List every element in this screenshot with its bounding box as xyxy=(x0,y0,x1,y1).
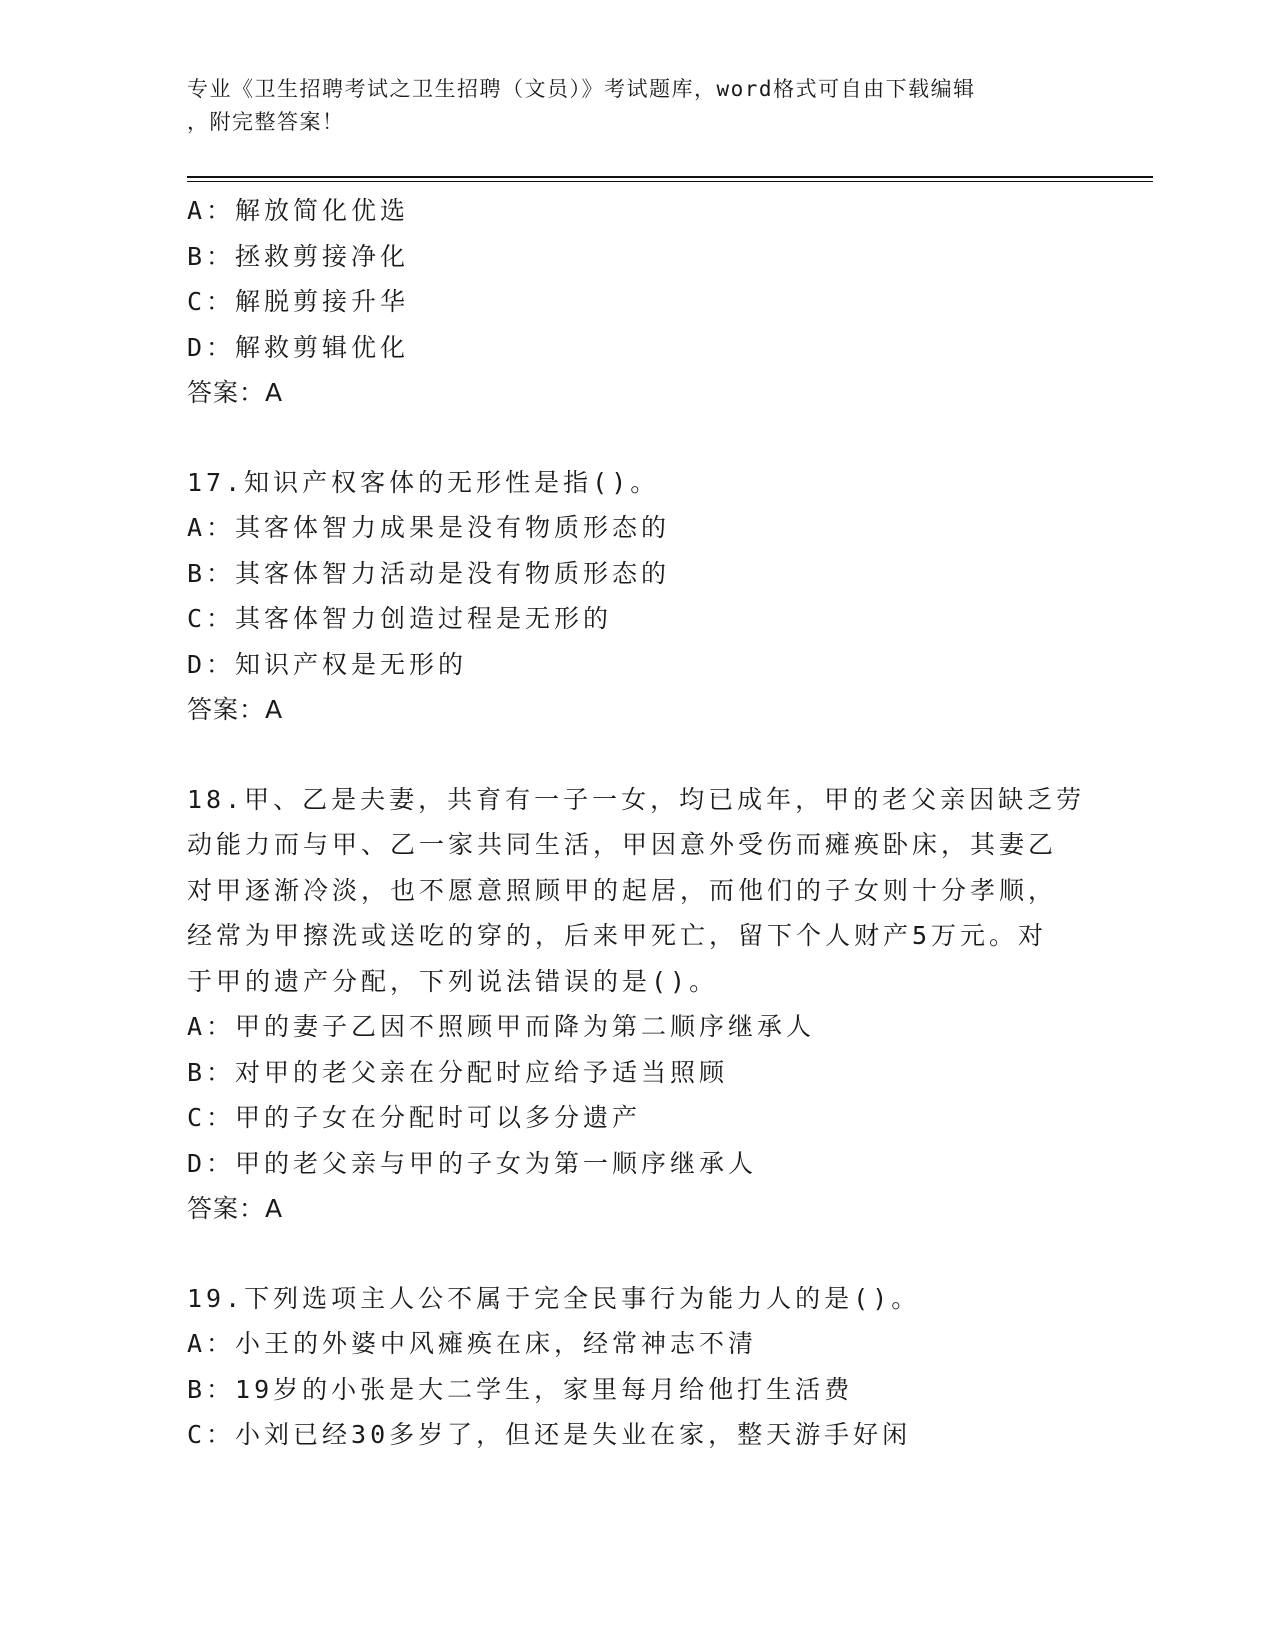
option-d: D：甲的老父亲与甲的子女为第一顺序继承人 xyxy=(187,1148,758,1178)
option-b: B：拯救剪接净化 xyxy=(187,241,410,271)
question-text: 17.知识产权客体的无形性是指()。 xyxy=(187,467,660,497)
spacer xyxy=(187,416,1087,460)
question-text-line: 经常为甲擦洗或送吃的穿的，后来甲死亡，留下个人财产5万元。对 xyxy=(187,921,1048,950)
header-line-1: 专业《卫生招聘考试之卫生招聘（文员）》考试题库，word格式可自由下载编辑 xyxy=(187,77,976,101)
option-d: D：知识产权是无形的 xyxy=(187,649,468,679)
option-c: C：解脱剪接升华 xyxy=(187,287,410,316)
option-a: A：小王的外婆中风瘫痪在床，经常神志不清 xyxy=(187,1329,758,1358)
option-c: C：小刘已经30多岁了，但还是失业在家，整天游手好闲 xyxy=(187,1420,912,1449)
option-c: C：其客体智力创造过程是无形的 xyxy=(187,604,613,633)
question-text: 19.下列选项主人公不属于完全民事行为能力人的是()。 xyxy=(187,1283,921,1313)
option-d: D：解救剪辑优化 xyxy=(187,332,410,362)
question-list xyxy=(187,188,1087,1458)
header-divider-thin xyxy=(187,181,1153,182)
question-16 xyxy=(187,188,1087,416)
option-a: A：甲的妻子乙因不照顾甲而降为第二顺序继承人 xyxy=(187,1012,816,1041)
question-text-line: 动能力而与甲、乙一家共同生活，甲因意外受伤而瘫痪卧床，其妻乙 xyxy=(187,830,1058,859)
option-b: B：对甲的老父亲在分配时应给予适当照顾 xyxy=(187,1057,729,1087)
header-divider-thick xyxy=(187,176,1153,178)
option-a: A：解放简化优选 xyxy=(187,196,410,225)
answer: 答案：A xyxy=(187,1194,284,1223)
question-text-line: 对甲逐渐冷淡，也不愿意照顾甲的起居，而他们的子女则十分孝顺， xyxy=(187,875,1058,905)
option-b: B：19岁的小张是大二学生，家里每月给他打生活费 xyxy=(187,1374,854,1404)
question-18 xyxy=(187,777,1087,1232)
question-19 xyxy=(187,1276,1087,1458)
spacer xyxy=(187,733,1087,777)
option-c: C：甲的子女在分配时可以多分遗产 xyxy=(187,1103,642,1132)
answer: 答案：A xyxy=(187,378,284,407)
option-a: A：其客体智力成果是没有物质形态的 xyxy=(187,513,671,542)
document-header xyxy=(187,73,1067,139)
option-b: B：其客体智力活动是没有物质形态的 xyxy=(187,558,671,588)
question-text-line: 18.甲、乙是夫妻，共育有一子一女，均已成年，甲的老父亲因缺乏劳 xyxy=(187,784,1086,814)
header-line-2: ，附完整答案！ xyxy=(187,110,345,134)
answer: 答案：A xyxy=(187,695,284,724)
question-text-line: 于甲的遗产分配，下列说法错误的是()。 xyxy=(187,966,719,996)
question-17 xyxy=(187,460,1087,733)
spacer xyxy=(187,1232,1087,1276)
